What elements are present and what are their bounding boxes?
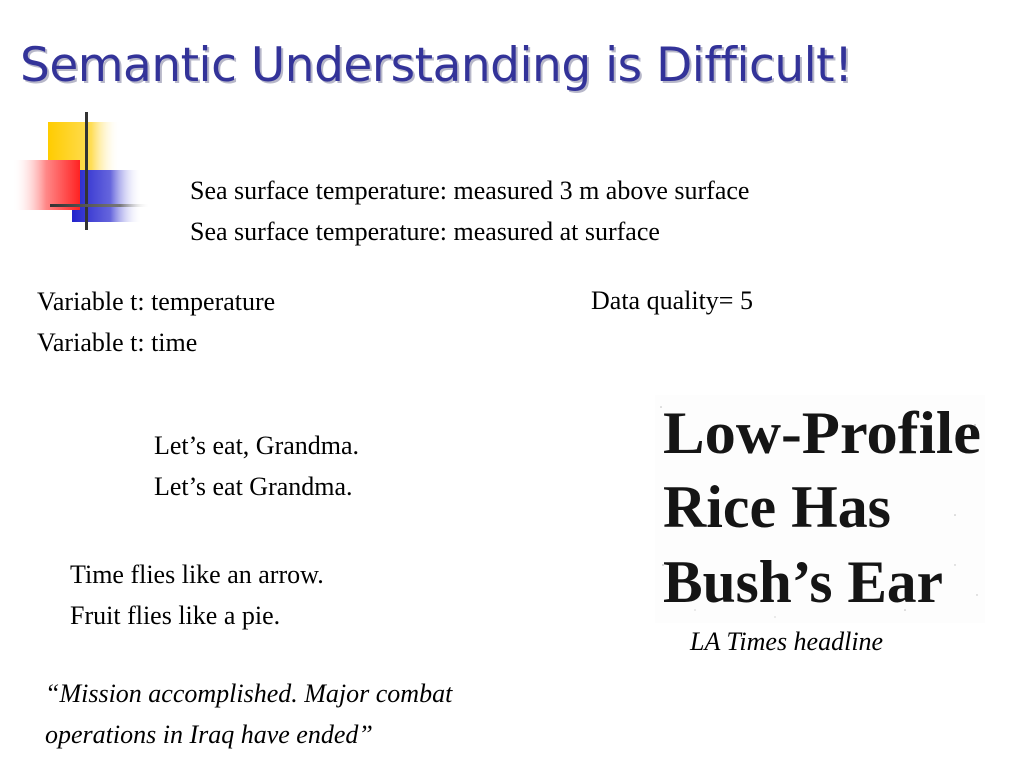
- headline-line-1: Low-Profile: [663, 400, 981, 466]
- logo-blue-square: [72, 170, 142, 222]
- logo-horizontal-line: [50, 204, 150, 207]
- variable-line-1: Variable t: temperature: [37, 287, 276, 316]
- headline-caption-block: [690, 621, 883, 662]
- flies-line-1: Time flies like an arrow.: [70, 560, 324, 589]
- slide-title: Semantic Understanding is Difficult!: [20, 38, 853, 93]
- headline-line-3: Bush’s Ear: [663, 549, 943, 615]
- flies-line-2: Fruit flies like a pie.: [70, 601, 281, 630]
- logo-vertical-line: [85, 112, 88, 230]
- data-quality-text: Data quality= 5: [591, 286, 753, 315]
- sea-surface-line-1: Sea surface temperature: measured 3 m above surface: [190, 176, 750, 205]
- sea-surface-line-2: Sea surface temperature: measured at surface: [190, 217, 660, 246]
- logo-red-square: [12, 160, 80, 210]
- variable-line-2: Variable t: time: [37, 328, 198, 357]
- grandma-block: [154, 425, 359, 507]
- decorative-squares-logo: [10, 112, 150, 230]
- quote-line-2: operations in Iraq have ended”: [45, 720, 373, 749]
- headline-caption: LA Times headline: [690, 627, 884, 656]
- data-quality-block: [591, 280, 753, 321]
- headline-line-2: Rice Has: [663, 474, 891, 540]
- sea-surface-block: [190, 170, 749, 252]
- newspaper-headline-image: [655, 395, 985, 623]
- quote-block: [45, 673, 452, 755]
- variable-block: [37, 281, 275, 363]
- grandma-line-1: Let’s eat, Grandma.: [154, 431, 360, 460]
- quote-line-1: “Mission accomplished. Major combat: [45, 679, 453, 708]
- flies-block: [70, 554, 324, 636]
- grandma-line-2: Let’s eat Grandma.: [154, 472, 353, 501]
